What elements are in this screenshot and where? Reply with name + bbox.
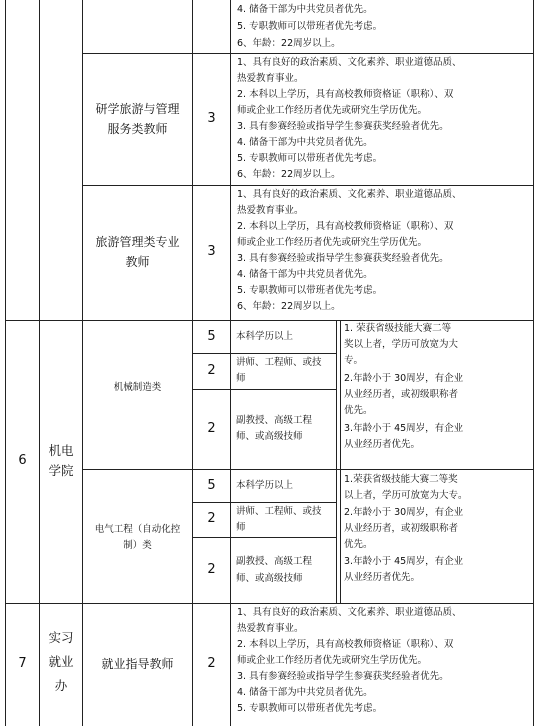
sub-education: 师、或高级技师 xyxy=(236,431,303,442)
note-line: 1.荣获省级技能大赛二等奖 xyxy=(344,474,458,485)
req-line: 3. 具有参赛经验或指导学生参赛获奖经验者优先。 xyxy=(237,253,449,264)
major-name: 制）类 xyxy=(123,540,152,551)
note-line: 优先。 xyxy=(344,539,373,550)
note-line: 3.年龄小于 45周岁，有企业 xyxy=(344,423,464,434)
dept-index: 7 xyxy=(18,656,27,671)
sub-education: 本科学历以上 xyxy=(236,331,294,342)
note-line: 从业经历者，或初级职称者 xyxy=(344,523,459,534)
position-title: 研学旅游与管理 xyxy=(95,102,180,116)
dept-name: 学院 xyxy=(48,463,74,478)
position-title: 教师 xyxy=(125,255,150,269)
req-line: 6、年龄：22周岁以上。 xyxy=(237,301,341,312)
dept-index: 6 xyxy=(18,453,27,468)
sub-education: 师 xyxy=(236,373,246,384)
req-line: 2. 本科以上学历，具有高校教师资格证（职称）、双 xyxy=(237,89,454,100)
position-title: 就业指导教师 xyxy=(101,657,174,671)
dept-name: 就业 xyxy=(48,654,74,669)
position-title: 服务类教师 xyxy=(107,122,168,136)
position-count: 2 xyxy=(207,656,216,671)
sub-count: 2 xyxy=(207,421,216,436)
sub-count: 5 xyxy=(207,329,216,344)
sub-education: 师 xyxy=(236,522,246,533)
sub-education: 副教授、高级工程 xyxy=(236,556,313,567)
req-line: 5. 专职教师可以带班者优先考虑。 xyxy=(237,703,383,714)
sub-count: 2 xyxy=(207,511,216,526)
sub-education: 讲师、工程师、或技 xyxy=(236,506,322,517)
req-line: 4. 储备干部为中共党员者优先。 xyxy=(237,4,373,15)
major-name: 机械制造类 xyxy=(113,382,162,393)
note-line: 从业经历者优先。 xyxy=(344,572,421,583)
sub-education: 本科学历以上 xyxy=(236,480,294,491)
sub-count: 5 xyxy=(207,478,216,493)
position-count: 3 xyxy=(207,244,216,259)
position-title: 旅游管理类专业 xyxy=(95,235,180,249)
req-line: 1、具有良好的政治素质、文化素养、职业道德品质、 xyxy=(237,57,462,68)
sub-education: 副教授、高级工程 xyxy=(236,415,313,426)
req-line: 4. 储备干部为中共党员者优先。 xyxy=(237,269,373,280)
dept-name: 办 xyxy=(54,678,68,693)
req-line: 4. 储备干部为中共党员者优先。 xyxy=(237,687,373,698)
position-count: 3 xyxy=(207,111,216,126)
req-line: 3. 具有参赛经验或指导学生参赛获奖经验者优先。 xyxy=(237,121,449,132)
req-line: 1、具有良好的政治素质、文化素养、职业道德品质、 xyxy=(237,607,462,618)
sub-education: 师、或高级技师 xyxy=(236,573,303,584)
req-line: 6、年龄：22周岁以上。 xyxy=(237,169,341,180)
req-line: 热爱教育事业。 xyxy=(237,73,304,84)
note-line: 奖以上者，学历可放宽为大 xyxy=(344,339,459,350)
req-line: 3. 具有参赛经验或指导学生参赛获奖经验者优先。 xyxy=(237,671,449,682)
req-line: 5. 专职教师可以带班者优先考虑。 xyxy=(237,21,383,32)
note-line: 专。 xyxy=(344,355,364,366)
note-line: 1. 荣获省级技能大赛二等 xyxy=(344,323,452,334)
req-line: 6、年龄：22周岁以上。 xyxy=(237,38,341,49)
req-line: 热爱教育事业。 xyxy=(237,205,304,216)
req-line: 师或企业工作经历者优先或研究生学历优先。 xyxy=(237,237,428,248)
sub-count: 2 xyxy=(207,562,216,577)
req-line: 师或企业工作经历者优先或研究生学历优先。 xyxy=(237,655,428,666)
dept-name: 机电 xyxy=(48,443,74,458)
note-line: 从业经历者，或初级职称者 xyxy=(344,389,459,400)
note-line: 2.年龄小于 30周岁，有企业 xyxy=(344,373,464,384)
req-line: 4. 储备干部为中共党员者优先。 xyxy=(237,137,373,148)
req-line: 5. 专职教师可以带班者优先考虑。 xyxy=(237,285,383,296)
note-line: 从业经历者优先。 xyxy=(344,439,421,450)
sub-count: 2 xyxy=(207,363,216,378)
req-line: 2. 本科以上学历，具有高校教师资格证（职称）、双 xyxy=(237,639,454,650)
note-line: 优先。 xyxy=(344,405,373,416)
note-line: 2.年龄小于 30周岁，有企业 xyxy=(344,507,464,518)
req-line: 1、具有良好的政治素质、文化素养、职业道德品质、 xyxy=(237,189,462,200)
req-line: 5. 专职教师可以带班者优先考虑。 xyxy=(237,153,383,164)
note-line: 3.年龄小于 45周岁，有企业 xyxy=(344,556,464,567)
major-name: 电气工程（自动化控 xyxy=(94,524,181,535)
sub-education: 讲师、工程师、或技 xyxy=(236,357,322,368)
note-line: 以上者，学历可放宽为大专。 xyxy=(344,490,468,501)
req-line: 师或企业工作经历者优先或研究生学历优先。 xyxy=(237,105,428,116)
req-line: 热爱教育事业。 xyxy=(237,623,304,634)
req-line: 2. 本科以上学历，具有高校教师资格证（职称）、双 xyxy=(237,221,454,232)
dept-name: 实习 xyxy=(48,630,74,645)
